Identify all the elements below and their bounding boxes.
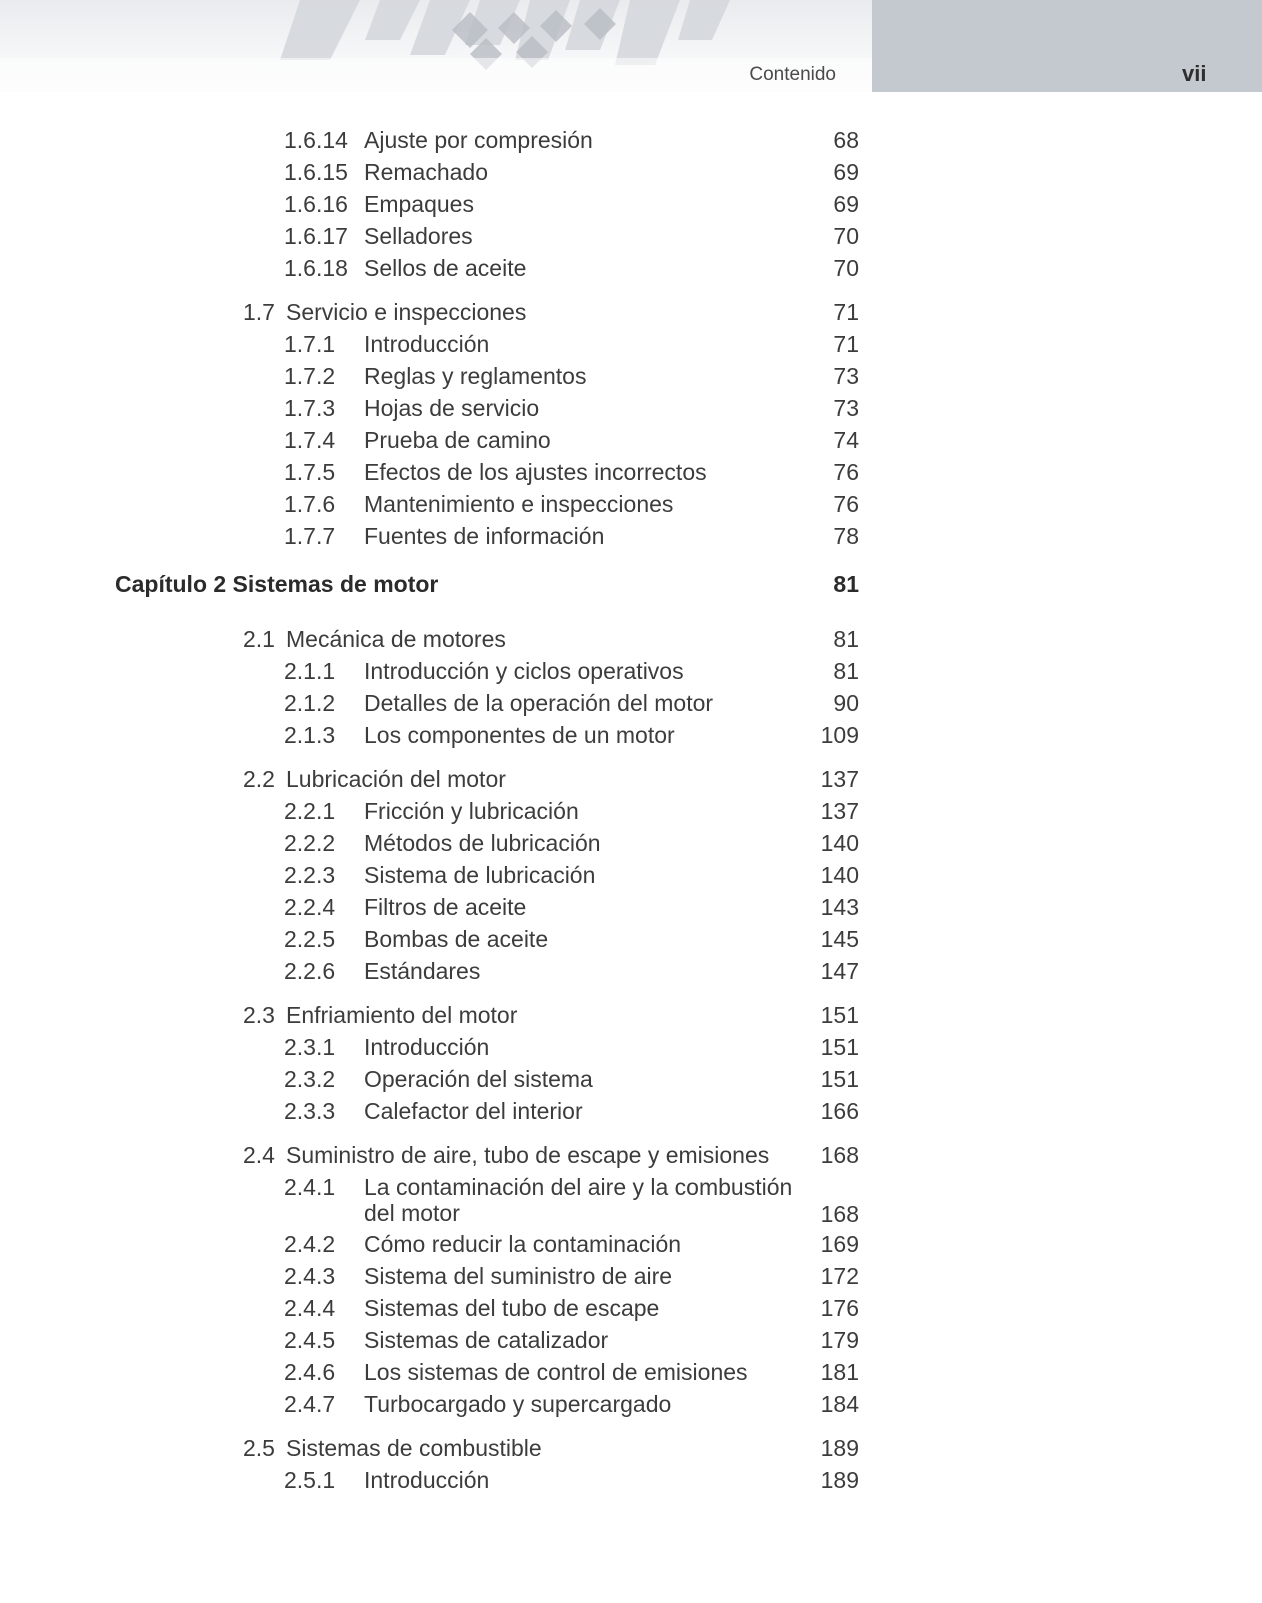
toc-entry-title: Suministro de aire, tubo de escape y emisiones bbox=[286, 1142, 770, 1168]
toc-entry-number: 2.3 bbox=[243, 1002, 275, 1028]
toc-entry-page: 189 bbox=[820, 1467, 859, 1493]
toc-entry-title: Sistemas de catalizador bbox=[364, 1327, 609, 1353]
toc-entry-title: Mantenimiento e inspecciones bbox=[364, 491, 674, 517]
toc-entry-page: 179 bbox=[820, 1327, 859, 1353]
toc-entry bbox=[0, 719, 1262, 751]
toc-entry-number: 2.5 bbox=[243, 1435, 275, 1461]
toc-entry-page: 168 bbox=[820, 1142, 859, 1168]
toc-entry-page: 76 bbox=[833, 459, 859, 485]
toc-entry-title: Sistema del suministro de aire bbox=[364, 1263, 673, 1289]
toc-entry-number: 1.7 bbox=[243, 299, 275, 325]
toc-entry-number: 2.2.5 bbox=[284, 926, 336, 952]
toc-entry bbox=[0, 188, 1262, 220]
toc-entry-number: 1.7.1 bbox=[284, 331, 336, 357]
toc-entry-title: Sellos de aceite bbox=[364, 255, 527, 281]
toc-entry-page: 168 bbox=[820, 1201, 859, 1227]
toc-entry bbox=[0, 1228, 1262, 1260]
toc-entry-page: 81 bbox=[833, 626, 859, 652]
toc-entry-number: 1.7.7 bbox=[284, 523, 336, 549]
toc-entry-number: 2.4.3 bbox=[284, 1263, 336, 1289]
toc-entry-page: 68 bbox=[833, 127, 859, 153]
toc-entry-page: 176 bbox=[820, 1295, 859, 1321]
toc-entry-number: 1.6.18 bbox=[284, 255, 348, 281]
toc-entry-number: 2.4 bbox=[243, 1142, 275, 1168]
toc-entry-page: 181 bbox=[820, 1359, 859, 1385]
running-head: Contenido bbox=[749, 64, 836, 85]
toc-entry-title: Métodos de lubricación bbox=[364, 830, 601, 856]
toc-entry-title: Filtros de aceite bbox=[364, 894, 527, 920]
toc-entry-page: 71 bbox=[833, 299, 859, 325]
toc-entry bbox=[0, 488, 1262, 520]
toc-entry-title: Los componentes de un motor bbox=[364, 722, 675, 748]
toc-entry-number: 2.5.1 bbox=[284, 1467, 336, 1493]
toc-entry bbox=[0, 999, 1262, 1031]
toc-entry-title: Estándares bbox=[364, 958, 481, 984]
toc-entry bbox=[0, 156, 1262, 188]
toc-entry-number: 2.4.5 bbox=[284, 1327, 336, 1353]
toc-entry bbox=[0, 923, 1262, 955]
toc-entry-page: 137 bbox=[820, 798, 859, 824]
toc-entry-page: 169 bbox=[820, 1231, 859, 1257]
toc-entry-title: Empaques bbox=[364, 191, 474, 217]
toc-entry bbox=[0, 1260, 1262, 1292]
toc-entry-page: 143 bbox=[820, 894, 859, 920]
toc-entry-title: Cómo reducir la contaminación bbox=[364, 1231, 682, 1257]
toc-entry-page: 76 bbox=[833, 491, 859, 517]
toc-entry-title: Introducción bbox=[364, 1034, 490, 1060]
toc-entry-page: 70 bbox=[833, 223, 859, 249]
toc-entry-title: Bombas de aceite bbox=[364, 926, 549, 952]
toc-entry bbox=[0, 296, 1262, 328]
toc-entry-number: 1.7.5 bbox=[284, 459, 336, 485]
header-decoration bbox=[0, 0, 872, 92]
toc-entry-title: Sistemas del tubo de escape bbox=[364, 1295, 660, 1321]
toc-entry bbox=[0, 859, 1262, 891]
toc-entry-page: 137 bbox=[820, 766, 859, 792]
toc-entry-page: 69 bbox=[833, 159, 859, 185]
toc-entry bbox=[0, 456, 1262, 488]
toc-entry-number: 2.1.1 bbox=[284, 658, 336, 684]
toc-entry-number: 1.7.6 bbox=[284, 491, 336, 517]
toc-entry bbox=[0, 360, 1262, 392]
toc-entry-number: 2.4.2 bbox=[284, 1231, 336, 1257]
toc-entry-page: 151 bbox=[820, 1002, 859, 1028]
toc-entry-title: Selladores bbox=[364, 223, 473, 249]
toc-entry bbox=[0, 1031, 1262, 1063]
toc-entry-title: Fuentes de información bbox=[364, 523, 605, 549]
toc-entry-page: 81 bbox=[833, 571, 859, 597]
chapter-entry bbox=[0, 568, 1262, 600]
toc-entry bbox=[0, 1388, 1262, 1420]
toc-entry-page: 184 bbox=[820, 1391, 859, 1417]
toc-entry-page: 73 bbox=[833, 363, 859, 389]
toc-entry-number: 2.4.7 bbox=[284, 1391, 336, 1417]
toc-entry-number: 1.6.15 bbox=[284, 159, 348, 185]
toc-entry bbox=[0, 1356, 1262, 1388]
toc-entry bbox=[0, 1324, 1262, 1356]
toc-entry-number: 1.6.17 bbox=[284, 223, 348, 249]
toc-entry-number: 2.2 bbox=[243, 766, 275, 792]
toc-entry bbox=[0, 827, 1262, 859]
toc-entry-number: 2.3.1 bbox=[284, 1034, 336, 1060]
toc-entry bbox=[0, 1464, 1262, 1496]
toc-entry-title: Introducción bbox=[364, 1467, 490, 1493]
toc-entry-number: 2.3.2 bbox=[284, 1066, 336, 1092]
toc-entry-title: Detalles de la operación del motor bbox=[364, 690, 714, 716]
toc-entry bbox=[0, 655, 1262, 687]
toc-entry-title: Mecánica de motores bbox=[286, 626, 506, 652]
toc-entry-title: Servicio e inspecciones bbox=[286, 299, 527, 325]
toc-entry-title: Fricción y lubricación bbox=[364, 798, 579, 824]
toc-entry-number: 2.4.6 bbox=[284, 1359, 336, 1385]
toc-entry-page: 90 bbox=[833, 690, 859, 716]
toc-entry-number: 2.4.4 bbox=[284, 1295, 336, 1321]
toc-entry-page: 147 bbox=[820, 958, 859, 984]
toc-entry-page: 145 bbox=[820, 926, 859, 952]
toc-entry bbox=[0, 623, 1262, 655]
toc-entry bbox=[0, 1063, 1262, 1095]
toc-entry-title: Introducción y ciclos operativos bbox=[364, 658, 684, 684]
toc-entry-number: 2.2.1 bbox=[284, 798, 336, 824]
toc-entry-number: 2.2.2 bbox=[284, 830, 336, 856]
toc-entry-number: 2.4.1 bbox=[284, 1174, 336, 1200]
toc-entry-title: Enfriamiento del motor bbox=[286, 1002, 518, 1028]
toc-entry-number: 1.7.3 bbox=[284, 395, 336, 421]
toc-entry-title: Introducción bbox=[364, 331, 490, 357]
toc-entry bbox=[0, 424, 1262, 456]
header-strip bbox=[0, 58, 872, 92]
toc-entry-page: 189 bbox=[820, 1435, 859, 1461]
toc-entry bbox=[0, 252, 1262, 284]
toc-entry-number: 2.1.3 bbox=[284, 722, 336, 748]
toc-entry-number: 2.1 bbox=[243, 626, 275, 652]
toc-entry-title: La contaminación del aire y la combustión del motor bbox=[364, 1174, 793, 1226]
toc-entry bbox=[0, 687, 1262, 719]
toc-entry-number: 2.2.6 bbox=[284, 958, 336, 984]
toc-entry bbox=[0, 795, 1262, 827]
toc-entry-number: 2.3.3 bbox=[284, 1098, 336, 1124]
toc-entry-page: 69 bbox=[833, 191, 859, 217]
toc-entry-page: 81 bbox=[833, 658, 859, 684]
toc-entry-page: 73 bbox=[833, 395, 859, 421]
toc-entry-title: Remachado bbox=[364, 159, 489, 185]
toc-entry-title: Sistema de lubricación bbox=[364, 862, 596, 888]
toc-entry-number: 1.6.14 bbox=[284, 127, 348, 153]
toc-entry-page: 109 bbox=[820, 722, 859, 748]
toc-entry-number: 2.2.3 bbox=[284, 862, 336, 888]
toc-entry-title: Los sistemas de control de emisiones bbox=[364, 1359, 748, 1385]
toc-entry-page: 70 bbox=[833, 255, 859, 281]
toc-entry-page: 151 bbox=[820, 1034, 859, 1060]
toc-entry-title: Ajuste por compresión bbox=[364, 127, 593, 153]
toc-entry-title: Prueba de camino bbox=[364, 427, 551, 453]
toc-entry bbox=[0, 1171, 1262, 1229]
toc-entry-page: 140 bbox=[820, 862, 859, 888]
toc-entry-page: 71 bbox=[833, 331, 859, 357]
toc-entry bbox=[0, 1432, 1262, 1464]
toc-entry-number: 2.2.4 bbox=[284, 894, 336, 920]
toc-entry-title: Operación del sistema bbox=[364, 1066, 593, 1092]
toc-entry-page: 151 bbox=[820, 1066, 859, 1092]
toc-entry bbox=[0, 124, 1262, 156]
toc-entry-page: 74 bbox=[833, 427, 859, 453]
toc-entry-number: 1.7.2 bbox=[284, 363, 336, 389]
toc-entry-number: 1.6.16 bbox=[284, 191, 348, 217]
toc-entry bbox=[0, 891, 1262, 923]
toc-entry-page: 172 bbox=[820, 1263, 859, 1289]
chapter-title: Capítulo 2 Sistemas de motor bbox=[115, 571, 439, 597]
toc-entry bbox=[0, 392, 1262, 424]
toc-entry bbox=[0, 520, 1262, 552]
toc-entry-page: 78 bbox=[833, 523, 859, 549]
page-number: vii bbox=[1182, 61, 1207, 86]
toc-entry-number: 1.7.4 bbox=[284, 427, 336, 453]
toc-entry-number: 2.1.2 bbox=[284, 690, 336, 716]
toc-entry bbox=[0, 1292, 1262, 1324]
toc-entry-title: Turbocargado y supercargado bbox=[364, 1391, 672, 1417]
toc-entry-title: Calefactor del interior bbox=[364, 1098, 583, 1124]
toc-entry-page: 166 bbox=[820, 1098, 859, 1124]
toc-entry-title: Lubricación del motor bbox=[286, 766, 506, 792]
toc-entry-title: Hojas de servicio bbox=[364, 395, 540, 421]
toc-entry bbox=[0, 1139, 1262, 1171]
toc-entry bbox=[0, 328, 1262, 360]
toc-entry bbox=[0, 955, 1262, 987]
toc-entry-title: Sistemas de combustible bbox=[286, 1435, 542, 1461]
toc-entry bbox=[0, 763, 1262, 795]
toc-entry-title: Reglas y reglamentos bbox=[364, 363, 587, 389]
toc-entry-page: 140 bbox=[820, 830, 859, 856]
toc-entry bbox=[0, 220, 1262, 252]
toc-entry bbox=[0, 1095, 1262, 1127]
toc-entry-title: Efectos de los ajustes incorrectos bbox=[364, 459, 707, 485]
